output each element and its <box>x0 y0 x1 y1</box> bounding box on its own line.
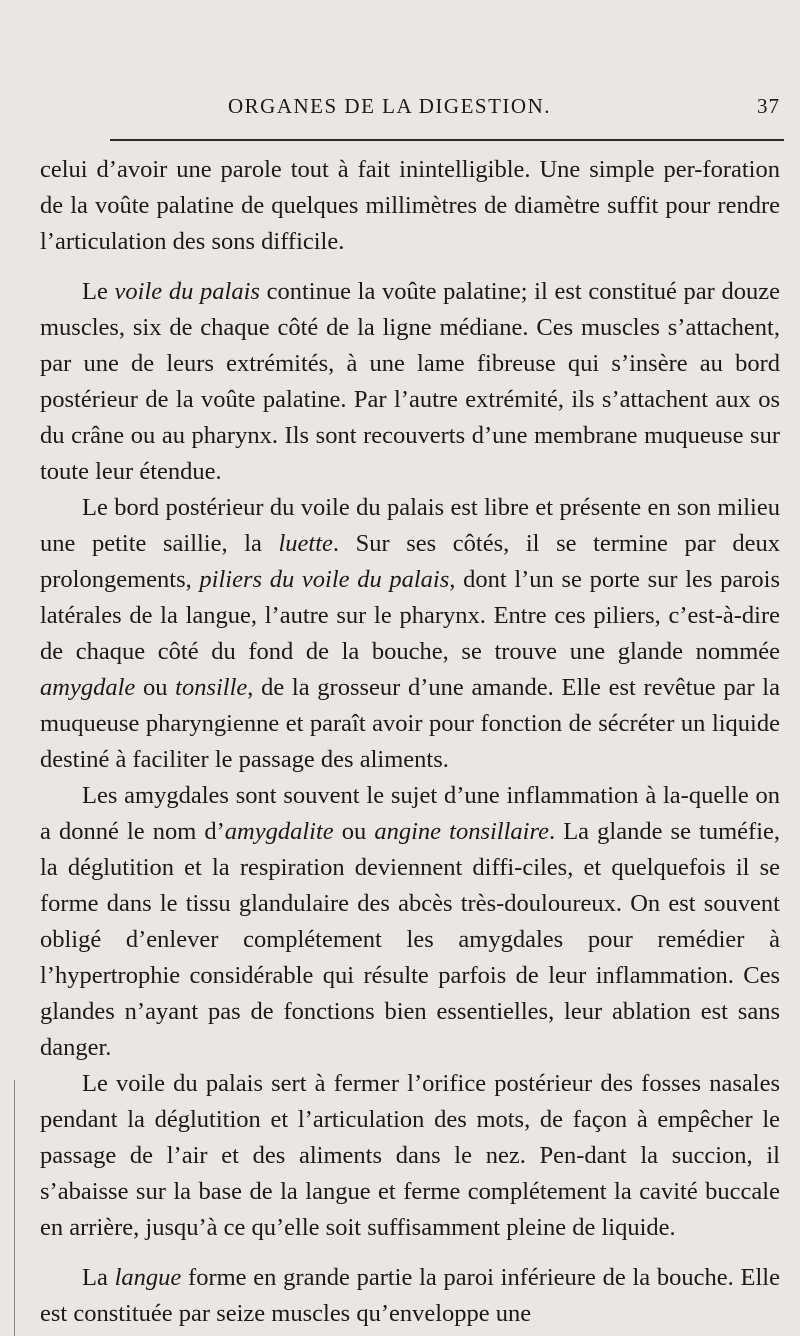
italic-term: angine tonsillaire <box>374 818 549 845</box>
text-run: Le <box>82 278 115 305</box>
running-title: ORGANES DE LA DIGESTION. <box>228 94 551 118</box>
text-run: , de la grosseur d’une amande. Elle est revêtue par la muqueuse pharyngienne et paraît avoir pour fonction de sécréter un liquide destiné à faciliter le passage des aliments. <box>40 674 780 773</box>
text-run: ou <box>135 674 176 701</box>
italic-term: amygdale <box>40 674 136 701</box>
italic-term: luette <box>278 530 333 557</box>
italic-term: tonsille <box>175 674 248 701</box>
italic-term: amygdalite <box>224 818 334 845</box>
paragraph-4 <box>40 778 780 1066</box>
italic-term: voile du palais <box>114 278 260 305</box>
text-run: forme en grande partie la paroi inférieure de la bouche. Elle est constituée par seize muscles qu’enveloppe une <box>40 1264 780 1327</box>
text-run: celui d’avoir une parole tout à fait inintelligible. Une simple per-foration de la voûte palatine de quelques millimètres de diamètre suffit pour rendre l’articulation des sons difficile. <box>40 156 780 255</box>
text-run: dont l’un se porte sur les parois latérales de la langue, l’autre sur le pharynx. Entre ces piliers, c’est-à-dire de chaque côté du fond de la bouche, se trouve une glande nommée <box>40 566 780 665</box>
text-run: Le voile du palais sert à fermer l’orifice postérieur des fosses nasales pendant la déglutition et l’articulation des mots, de façon à empêcher le passage de l’air et des aliments dans le nez. Pen-dant la succion, il s’abaisse sur la base de la langue et ferme complétement la cavité buccale en arrière, jusqu’à ce qu’elle soit suffisamment pleine de liquide. <box>40 1070 780 1241</box>
paragraph-1 <box>40 152 780 260</box>
text-run: continue la voûte palatine; il est constitué par douze muscles, six de chaque côté de la ligne médiane. Ces muscles s’attachent, par une de leurs extrémités, à une lame fibreuse qui s’insère au bord postérieur de la voûte palatine. Par l’autre extrémité, ils s’attachent aux os du crâne ou au pharynx. Ils sont recouverts d’une membrane muqueuse sur toute leur étendue. <box>40 278 780 485</box>
text-run: La <box>82 1264 115 1291</box>
text-run: Le bord postérieur du voile du palais est libre et présente en son milieu une petite saillie, la <box>40 494 780 557</box>
text-run: Les amygdales sont souvent le sujet d’une inflammation à la-quelle on a donné le nom d’ <box>40 782 780 845</box>
text-run: . La glande se tuméfie, la déglutition et la respiration deviennent diffi-ciles, et quelquefois il se forme dans le tissu glandulaire des abcès très-douloureux. On est souvent obligé d’enlever complétement les amygdales pour remédier à l’hypertrophie considérable qui résulte parfois de leur inflammation. Ces glandes n’ayant pas de fonctions bien essentielles, leur ablation est sans danger. <box>40 818 781 1061</box>
page-edge-shadow <box>14 1080 15 1336</box>
header-rule <box>110 139 784 141</box>
italic-term: piliers du voile du palais, <box>199 566 456 593</box>
text-run: . Sur ses côtés, il se termine par deux prolongements, <box>40 530 780 593</box>
paragraph-5 <box>40 1066 780 1246</box>
page-number: 37 <box>757 94 780 118</box>
italic-term: langue <box>114 1264 182 1291</box>
paragraph-3 <box>40 490 780 778</box>
body-text <box>40 152 780 1332</box>
text-run: ou <box>333 818 375 845</box>
paragraph-6 <box>40 1260 780 1332</box>
paragraph-2 <box>40 274 780 490</box>
